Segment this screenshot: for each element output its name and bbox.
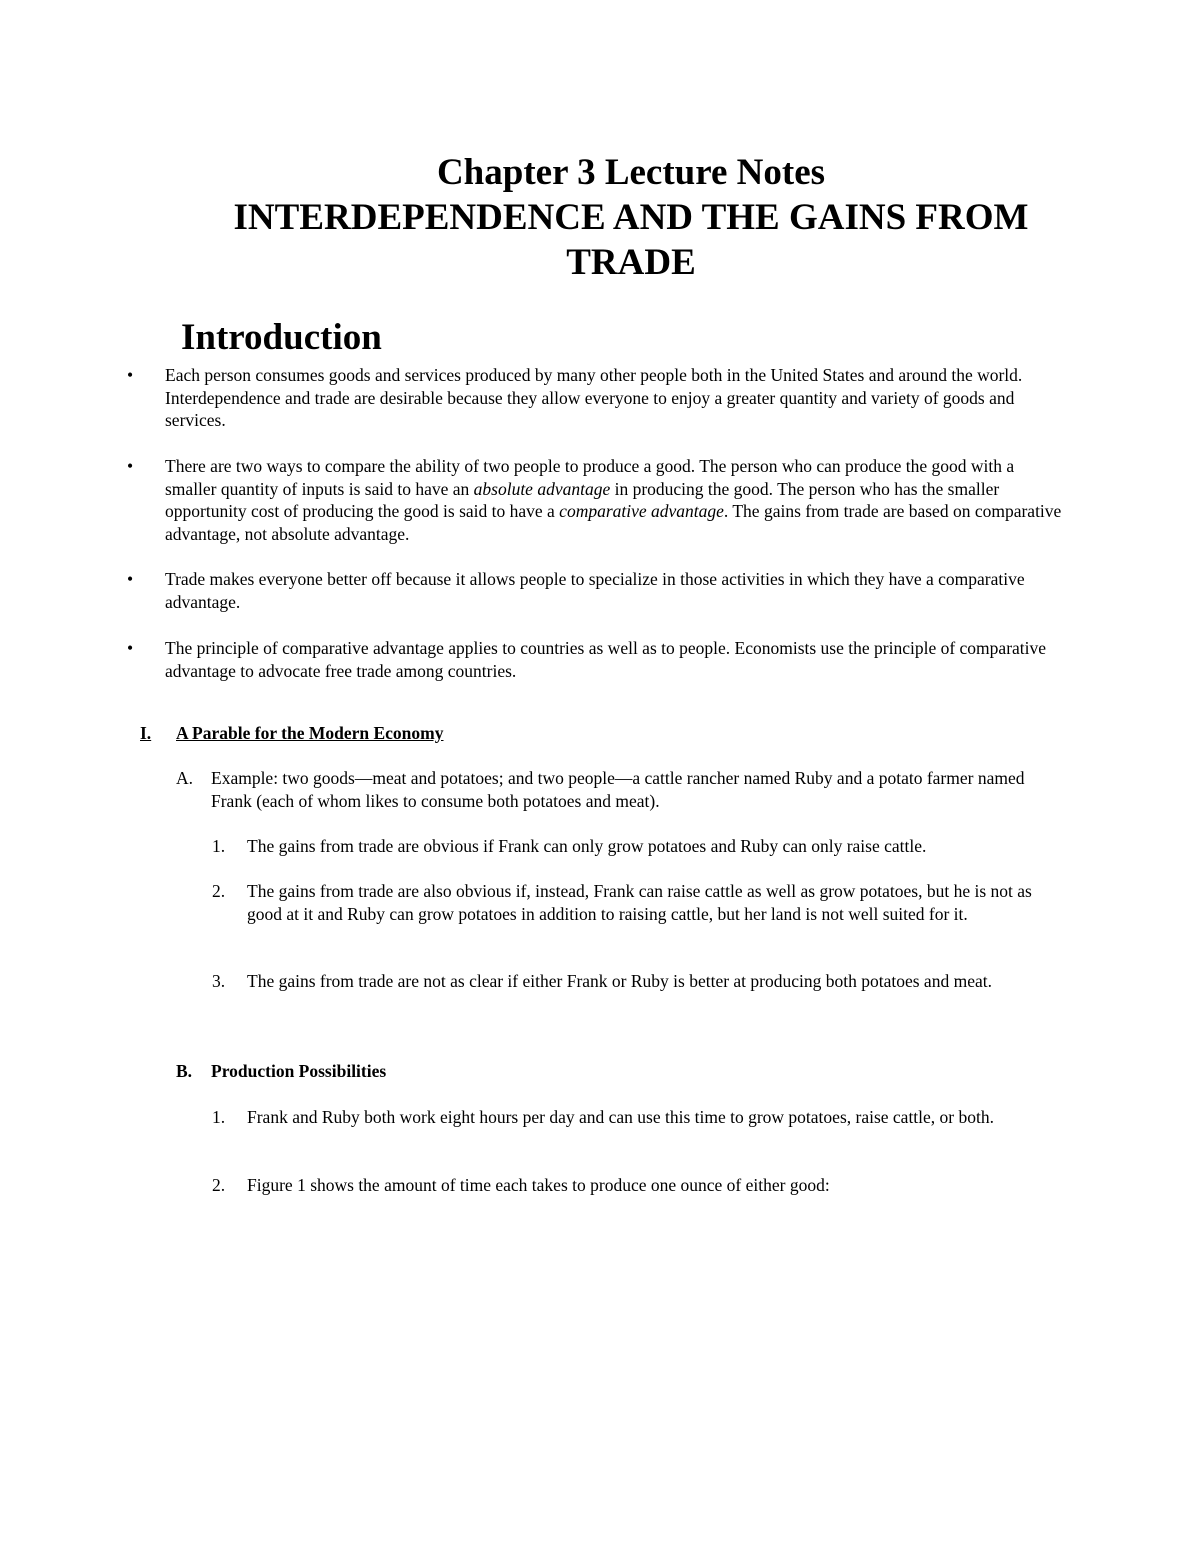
sub-a-item-3-text: The gains from trade are not as clear if either Frank or Ruby is better at producing both potatoes and meat. bbox=[247, 971, 992, 991]
bullet-icon: • bbox=[127, 456, 134, 476]
intro-bullet-4: The principle of comparative advantage applies to countries as well as to people. Economists use the principle of comparative advantage to advocate free trade among countries. bbox=[165, 638, 1047, 681]
intro-bullet-3: Trade makes everyone better off because it allows people to specialize in those activities in which they have a comparative advantage. bbox=[165, 569, 1025, 612]
bullet-icon: • bbox=[127, 638, 134, 658]
sub-b-title: Production Possibilities bbox=[211, 1061, 387, 1081]
sub-b-item-1-marker: 1. bbox=[212, 1107, 226, 1127]
sub-a-item-2-text: The gains from trade are also obvious if, instead, Frank can raise cattle as well as grow potatoes, but he is not as good at it and Ruby can grow potatoes in addition to raising cattle, but her land is not well suited for it. bbox=[247, 881, 1032, 924]
intro-bullet-2-part-3: . The gains from trade are based on comparative advantage, not absolute advantage. bbox=[165, 501, 1062, 544]
sub-b-marker: B. bbox=[176, 1061, 193, 1081]
sub-a-item-2-marker: 2. bbox=[212, 881, 226, 901]
sub-b-item-1-text: Frank and Ruby both work eight hours per day and can use this time to grow potatoes, raise cattle, or both. bbox=[247, 1107, 994, 1127]
intro-bullet-1: Each person consumes goods and services produced by many other people both in the United States and around the world. Interdependence and trade are desirable because they allow everyone to enjoy a greater quantity and variety of goods and services. bbox=[165, 365, 1023, 430]
document-title-line-1: Chapter 3 Lecture Notes bbox=[436, 152, 826, 193]
comparative-advantage-term: comparative advantage bbox=[559, 501, 724, 521]
section-1-marker: I. bbox=[140, 723, 152, 743]
sub-a-item-1-text: The gains from trade are obvious if Frank can only grow potatoes and Ruby can only raise cattle. bbox=[247, 836, 927, 856]
intro-bullet-2-part-2: in producing the good. The person who has the smaller opportunity cost of producing the good is said to have a bbox=[165, 478, 1000, 521]
section-1-title: A Parable for the Modern Economy bbox=[176, 723, 444, 743]
sub-a-marker: A. bbox=[176, 768, 194, 788]
document-title-line-3: TRADE bbox=[566, 242, 696, 283]
sub-a-text: Example: two goods—meat and potatoes; and two people—a cattle rancher named Ruby and a potato farmer named Frank (each of whom likes to consume both potatoes and meat). bbox=[211, 768, 1025, 811]
bullet-icon: • bbox=[127, 365, 134, 385]
bullet-icon: • bbox=[127, 569, 134, 589]
sub-b-item-2-marker: 2. bbox=[212, 1175, 226, 1195]
sub-a-item-3-marker: 3. bbox=[212, 971, 226, 991]
sub-b-item-2-text: Figure 1 shows the amount of time each takes to produce one ounce of either good: bbox=[247, 1175, 830, 1195]
sub-a-item-1-marker: 1. bbox=[212, 836, 226, 856]
introduction-heading: Introduction bbox=[181, 317, 382, 358]
intro-bullet-2-part-1: There are two ways to compare the ability of two people to produce a good. The person who can produce the good with a smaller quantity of inputs is said to have an bbox=[165, 456, 1015, 499]
absolute-advantage-term: absolute advantage bbox=[473, 478, 611, 499]
document-title-line-2: INTERDEPENDENCE AND THE GAINS FROM bbox=[233, 197, 1029, 238]
intro-bullet-2 bbox=[165, 455, 1065, 545]
